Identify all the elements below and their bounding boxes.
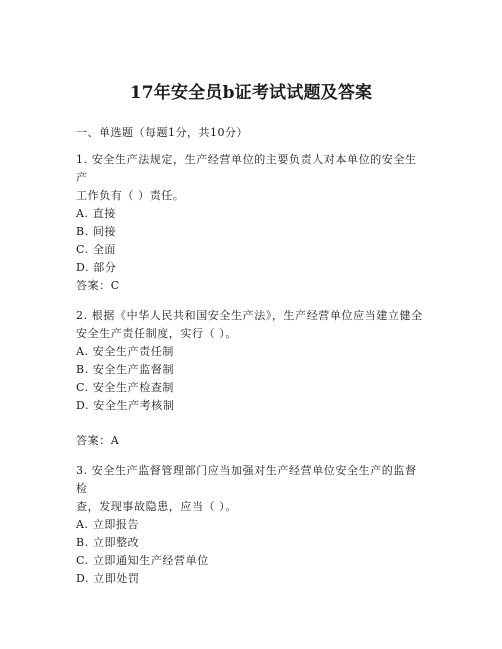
question-stem: 3. 安全生产监督管理部门应当加强对生产经营单位安全生产的监督检 (76, 464, 417, 495)
question-2 (76, 307, 428, 415)
answer-1: 答案：C (76, 279, 120, 292)
option-a: A. 直接 (76, 207, 116, 220)
option-c: C. 全面 (76, 243, 117, 256)
option-b: B. 间接 (76, 225, 117, 238)
option-d: D. 立即处罚 (76, 572, 140, 585)
answer-2: 答案：A (76, 434, 120, 447)
option-d: D. 安全生产考核制 (76, 399, 175, 412)
option-b: B. 安全生产监督制 (76, 363, 175, 376)
question-stem-cont: 安全生产责任制度，实行（ ）。 (76, 327, 237, 340)
option-c: C. 安全生产检查制 (76, 381, 175, 394)
section-heading: 一、单选题（每题1分，共10分） (76, 126, 248, 139)
option-b: B. 立即整改 (76, 536, 140, 549)
question-stem-cont: 查，发现事故隐患，应当（ ）。 (76, 500, 237, 513)
option-a: A. 安全生产责任制 (76, 345, 174, 358)
question-3 (76, 462, 428, 588)
option-c: C. 立即通知生产经营单位 (76, 554, 209, 567)
document-title: 17年安全员b证考试试题及答案 (129, 83, 373, 103)
question-stem: 1. 安全生产法规定，生产经营单位的主要负责人对本单位的安全生产 (76, 153, 417, 184)
option-a: A. 立即报告 (76, 518, 140, 531)
option-d: D. 部分 (76, 261, 117, 274)
question-stem-cont: 工作负有（ ）责任。 (76, 189, 185, 202)
question-stem: 2. 根据《中华人民共和国安全生产法》，生产经营单位应当建立健全 (76, 309, 423, 322)
question-1 (76, 151, 428, 277)
